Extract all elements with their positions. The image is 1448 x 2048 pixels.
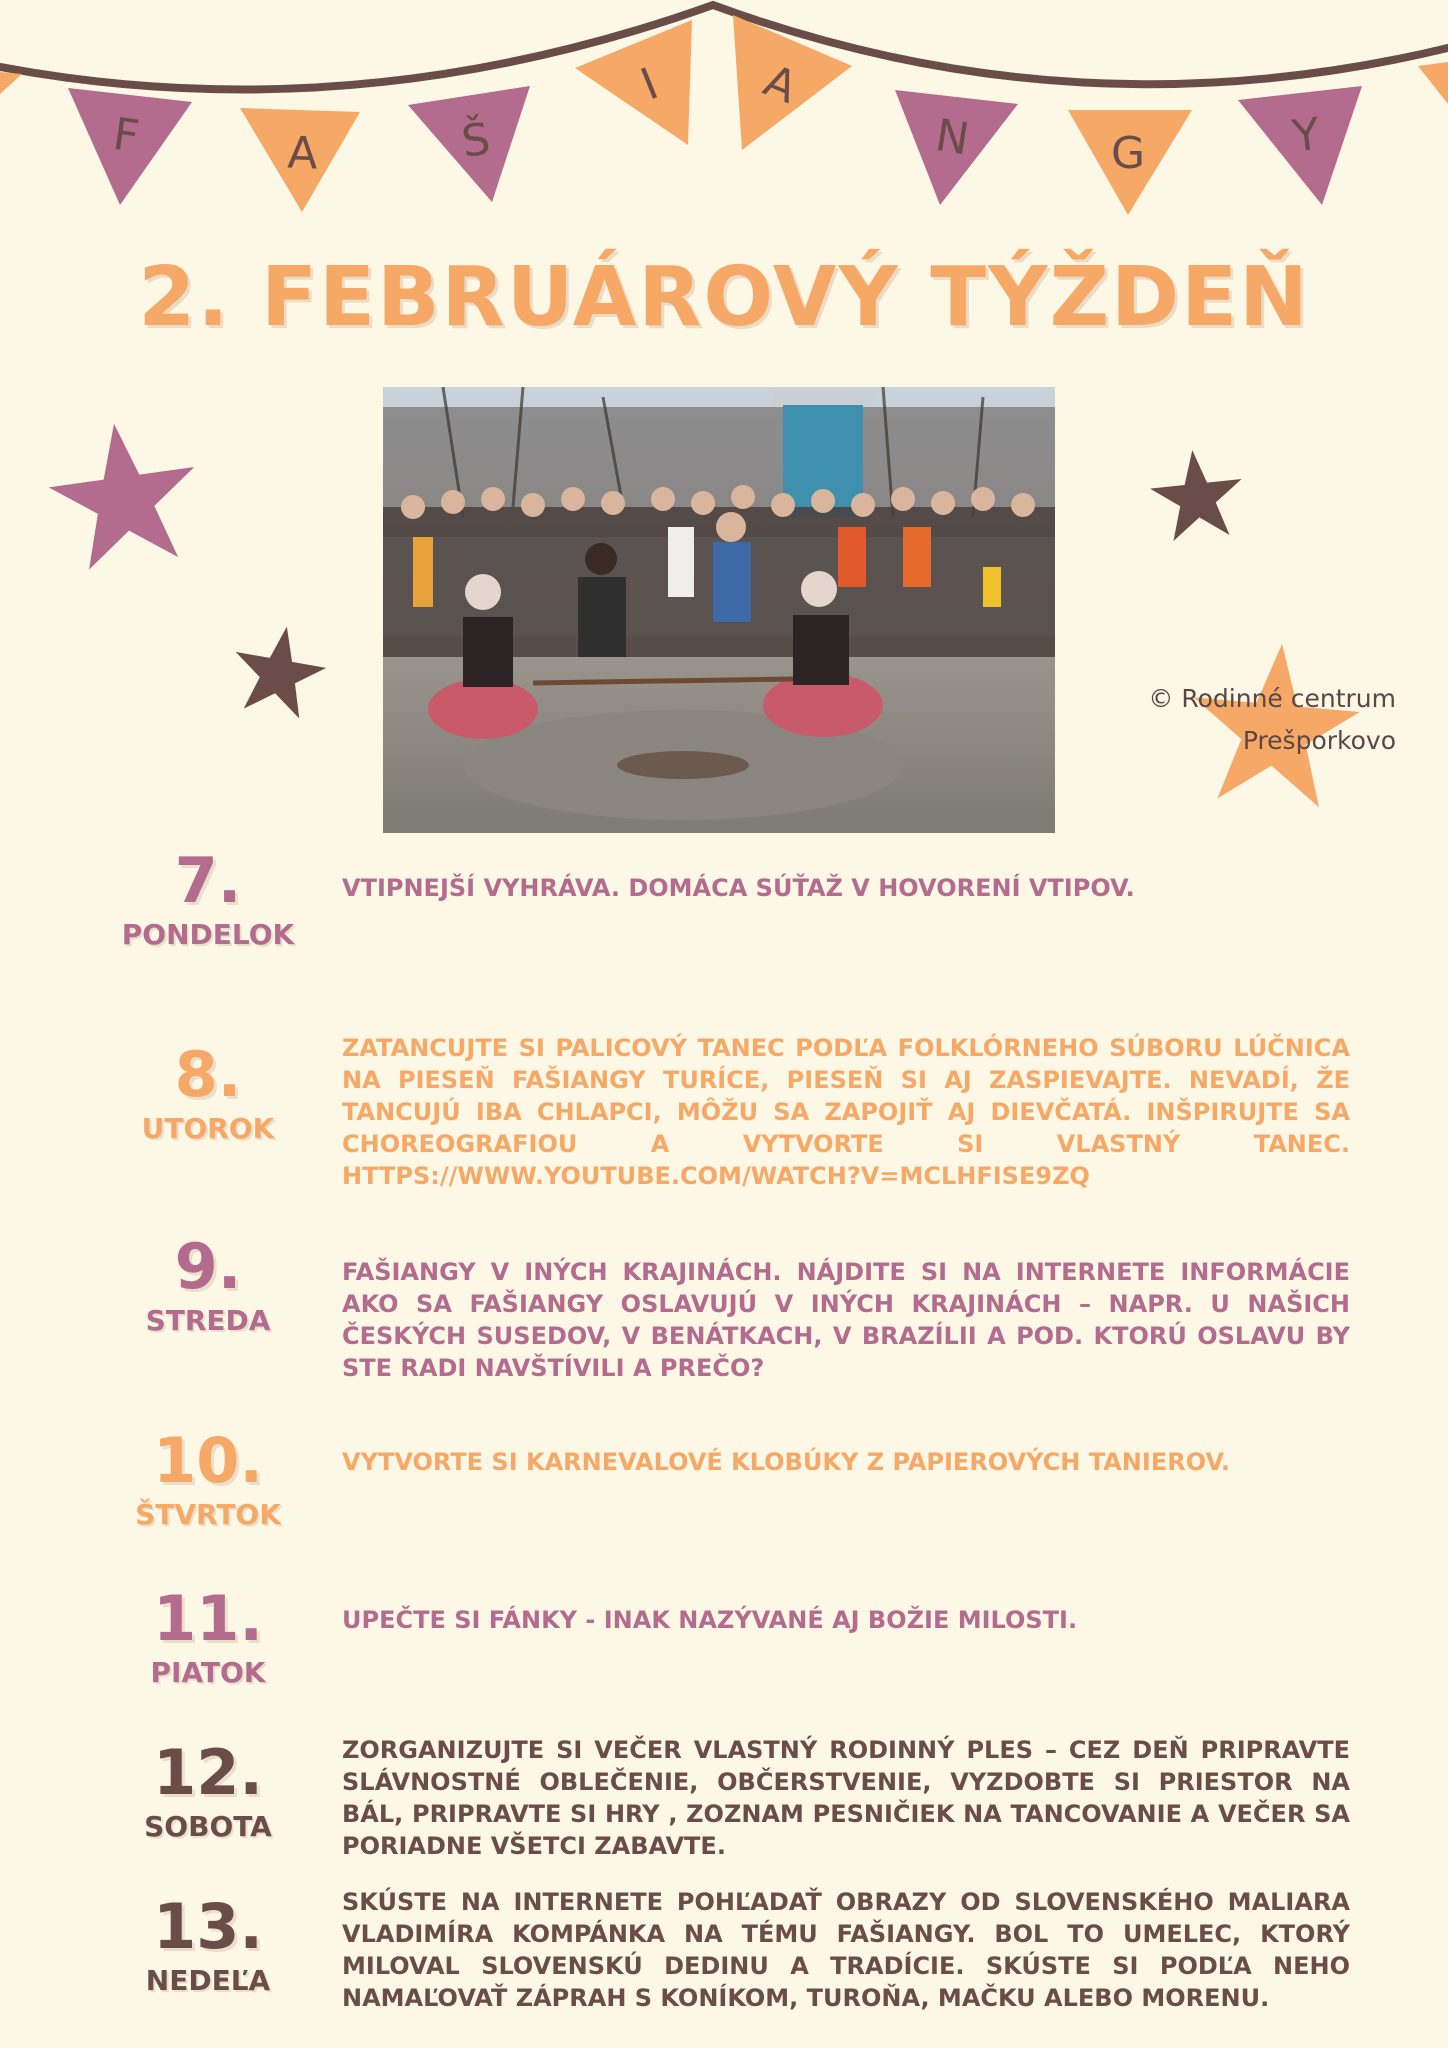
day-activity-text: UPEČTE SI FÁNKY - INAK NAZÝVANÉ AJ BOŽIE MILOSTI. (342, 1606, 1078, 1634)
day-activity-text: ZATANCUJTE SI PALICOVÝ TANEC PODĽA FOLKLÓRNEHO SÚBORU LÚČNICA NA PIESEŇ FAŠIANGY TURÍCE, PIESEŇ SI AJ ZASPIEVAJTE. NEVADÍ, ŽE TANCUJÚ IBA CHLAPCI, MÔŽU SA ZAPOJIŤ AJ DIEVČATÁ. INŠPIRUJTE SA CHOREOGRAFIOU A VYTVORTE SI VLASTNÝ TANEC. HTTPS://WWW.YOUTUBE.COM/WATCH?V=MCLHFISE9ZQ (342, 1034, 1350, 1190)
day-number: 11. (153, 1582, 263, 1655)
star-icon (1150, 448, 1244, 542)
bunting-flag-f (68, 88, 192, 205)
bunting-letter: N (932, 109, 973, 166)
day-name: PIATOK (150, 1656, 266, 1689)
day-name: SOBOTA (144, 1810, 272, 1843)
day-activity-text: VTIPNEJŠÍ VYHRÁVA. DOMÁCA SÚŤAŽ V HOVORENÍ VTIPOV. (342, 874, 1135, 902)
day-activity-text: VYTVORTE SI KARNEVALOVÉ KLOBÚKY Z PAPIEROVÝCH TANIEROV. (342, 1448, 1231, 1476)
day-name: PONDELOK (121, 918, 295, 951)
bunting-letter: Y (1289, 108, 1323, 163)
bunting-flag-s (408, 86, 530, 202)
day-number: 9. (174, 1230, 242, 1303)
bunting-letter: A (756, 55, 804, 114)
day-number: 12. (153, 1736, 263, 1809)
day-number: 13. (153, 1890, 263, 1963)
day-activity-text: SKÚSTE NA INTERNETE POHĽADAŤ OBRAZY OD SLOVENSKÉHO MALIARA VLADIMÍRA KOMPÁNKA NA TÉMU FAŠIANGY. BOL TO UMELEC, KTORÝ MILOVAL SLOVENSKÚ DEDINU A TRADÍCIE. SKÚSTE SI PODĽA NEHO NAMAĽOVAŤ ZÁPRAH S KONÍKOM, TUROŇA, MAČKU ALEBO MORENU. (342, 1888, 1350, 2012)
photo-credit-line1: © Rodinné centrum (1148, 684, 1396, 713)
event-photo (383, 387, 1055, 833)
bunting-letter: A (286, 127, 319, 180)
star-icon (232, 624, 326, 718)
bunting-letter: F (109, 108, 143, 163)
day-number: 10. (153, 1424, 263, 1497)
bunting-letter: G (1110, 128, 1146, 179)
folk-dance-photo (383, 387, 1055, 833)
day-name: STREDA (145, 1304, 271, 1337)
bunting-banner (0, 0, 1448, 230)
photo-credit (1096, 678, 1396, 762)
bunting-flag-g (1068, 110, 1192, 215)
day-name: NEDEĽA (145, 1964, 271, 1997)
star-icon (48, 420, 200, 570)
bunting-flag-y (1238, 86, 1362, 205)
day-activity-text: FAŠIANGY V INÝCH KRAJINÁCH. NÁJDITE SI NA INTERNETE INFORMÁCIE AKO SA FAŠIANGY OSLAVUJÚ V INÝCH KRAJINÁCH – NAPR. U NAŠICH ČESKÝCH SUSEDOV, V BENÁTKACH, V BRAZÍLII A POD. KTORÚ OSLAVU BY STE RADI NAVŠTÍVILI A PREČO? (342, 1258, 1350, 1382)
photo-credit-line2: Prešporkovo (1242, 726, 1396, 755)
bunting-letter: I (633, 58, 666, 111)
bunting-letter: Š (458, 113, 494, 168)
day-number: 8. (174, 1038, 242, 1111)
day-activity-text: ZORGANIZUJTE SI VEČER VLASTNÝ RODINNÝ PLES – CEZ DEŇ PRIPRAVTE SLÁVNOSTNÉ OBLEČENIE, OBČERSTVENIE, VYZDOBTE SI PRIESTOR NA BÁL, PRIPRAVTE SI HRY , ZOZNAM PESNIČIEK NA TANCOVANIE A VEČER SA PORIADNE VŠETCI ZABAVTE. (342, 1736, 1350, 1860)
bunting-flag-n (895, 90, 1018, 205)
day-number: 7. (174, 844, 242, 917)
page-title: 2. FEBRUÁROVÝ TÝŽDEŇ (138, 250, 1310, 345)
day-name: ŠTVRTOK (135, 1498, 281, 1531)
day-name: UTOROK (141, 1112, 275, 1145)
bunting-flag-a (240, 108, 360, 212)
